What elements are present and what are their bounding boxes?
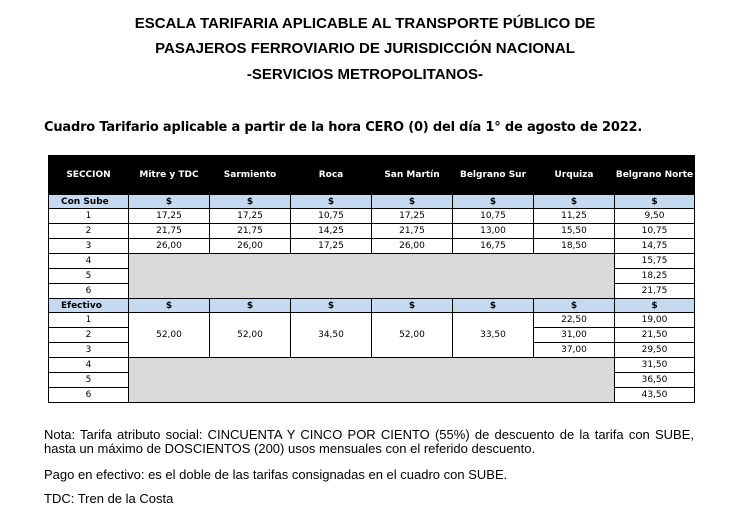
section-number: 5 <box>49 373 129 388</box>
section-number: 1 <box>49 313 129 328</box>
fare-cell-merged: 33,50 <box>453 313 534 358</box>
table-row <box>49 254 695 269</box>
currency-symbol: $ <box>372 195 453 209</box>
section-number: 3 <box>49 343 129 358</box>
fare-cell: 26,00 <box>372 239 453 254</box>
fare-cell: 21,75 <box>615 284 695 299</box>
sube-band-row <box>49 195 695 209</box>
currency-symbol: $ <box>534 195 615 209</box>
currency-symbol: $ <box>129 299 210 313</box>
currency-symbol: $ <box>291 195 372 209</box>
fare-cell: 21,75 <box>129 224 210 239</box>
sube-band-label: Con Sube <box>49 195 129 209</box>
header-mitre-tdc: Mitre y TDC <box>129 156 210 195</box>
header-sarmiento: Sarmiento <box>210 156 291 195</box>
header-urquiza: Urquiza <box>534 156 615 195</box>
fare-cell: 26,00 <box>210 239 291 254</box>
fare-cell: 9,50 <box>615 209 695 224</box>
fare-cell: 15,50 <box>534 224 615 239</box>
section-number: 6 <box>49 284 129 299</box>
fare-cell: 21,75 <box>372 224 453 239</box>
fare-cell: 26,00 <box>129 239 210 254</box>
tdc-abbreviation-note: TDC: Tren de la Costa <box>44 491 174 506</box>
fare-cell-merged: 52,00 <box>210 313 291 358</box>
currency-symbol: $ <box>453 299 534 313</box>
section-number: 4 <box>49 254 129 269</box>
not-applicable-block <box>129 358 615 403</box>
table-caption: Cuadro Tarifario aplicable a partir de la hora CERO (0) del día 1° de agosto de 2022. <box>44 120 643 135</box>
table-row <box>49 224 695 239</box>
table-row <box>49 313 695 328</box>
fare-cell: 17,25 <box>372 209 453 224</box>
social-fare-note: Nota: Tarifa atributo social: CINCUENTA Y CINCO POR CIENTO (55%) de descuento de la tarifa con SUBE, hasta un máximo de DOSCIENTOS (200) usos mensuales con el referido descuento. <box>44 427 694 456</box>
currency-symbol: $ <box>534 299 615 313</box>
fare-cell: 10,75 <box>291 209 372 224</box>
fare-cell: 22,50 <box>534 313 615 328</box>
header-roca: Roca <box>291 156 372 195</box>
header-san-martin: San Martín <box>372 156 453 195</box>
fare-cell: 15,75 <box>615 254 695 269</box>
efectivo-band-label: Efectivo <box>49 299 129 313</box>
fare-cell: 18,50 <box>534 239 615 254</box>
document-title-line-2: PASAJEROS FERROVIARIO DE JURISDICCIÓN NACIONAL <box>155 40 575 57</box>
section-number: 2 <box>49 328 129 343</box>
header-belgrano-sur: Belgrano Sur <box>453 156 534 195</box>
efectivo-band-row <box>49 299 695 313</box>
currency-symbol: $ <box>129 195 210 209</box>
table-row <box>49 358 695 373</box>
fare-cell: 37,00 <box>534 343 615 358</box>
header-belgrano-norte: Belgrano Norte <box>615 156 695 195</box>
fare-cell-merged: 34,50 <box>291 313 372 358</box>
fare-cell: 36,50 <box>615 373 695 388</box>
fare-cell: 21,75 <box>210 224 291 239</box>
fare-cell: 31,50 <box>615 358 695 373</box>
section-number: 5 <box>49 269 129 284</box>
fare-cell: 14,25 <box>291 224 372 239</box>
fare-cell: 10,75 <box>615 224 695 239</box>
currency-symbol: $ <box>372 299 453 313</box>
fare-cell: 17,25 <box>129 209 210 224</box>
fare-cell: 17,25 <box>210 209 291 224</box>
section-number: 2 <box>49 224 129 239</box>
cash-payment-note: Pago en efectivo: es el doble de las tarifas consignadas en el cuadro con SUBE. <box>44 467 508 482</box>
fare-cell: 29,50 <box>615 343 695 358</box>
fare-cell: 14,75 <box>615 239 695 254</box>
currency-symbol: $ <box>210 195 291 209</box>
header-seccion: SECCION <box>49 156 129 195</box>
section-number: 6 <box>49 388 129 403</box>
not-applicable-block <box>129 254 615 299</box>
currency-symbol: $ <box>453 195 534 209</box>
currency-symbol: $ <box>615 299 695 313</box>
fare-cell: 13,00 <box>453 224 534 239</box>
fare-cell: 16,75 <box>453 239 534 254</box>
document-title-line-3: -SERVICIOS METROPOLITANOS- <box>246 66 484 83</box>
fare-cell-merged: 52,00 <box>129 313 210 358</box>
fare-cell: 10,75 <box>453 209 534 224</box>
fare-cell: 18,25 <box>615 269 695 284</box>
fare-cell: 43,50 <box>615 388 695 403</box>
fare-cell: 31,00 <box>534 328 615 343</box>
section-number: 1 <box>49 209 129 224</box>
currency-symbol: $ <box>615 195 695 209</box>
fare-cell: 11,25 <box>534 209 615 224</box>
table-row <box>49 239 695 254</box>
table-header-row <box>49 156 695 195</box>
currency-symbol: $ <box>210 299 291 313</box>
table-row <box>49 209 695 224</box>
fare-table <box>48 155 695 403</box>
section-number: 4 <box>49 358 129 373</box>
section-number: 3 <box>49 239 129 254</box>
document-title-line-1: ESCALA TARIFARIA APLICABLE AL TRANSPORTE PÚBLICO DE <box>134 15 596 32</box>
fare-cell: 21,50 <box>615 328 695 343</box>
fare-cell: 19,00 <box>615 313 695 328</box>
fare-cell-merged: 52,00 <box>372 313 453 358</box>
currency-symbol: $ <box>291 299 372 313</box>
fare-cell: 17,25 <box>291 239 372 254</box>
